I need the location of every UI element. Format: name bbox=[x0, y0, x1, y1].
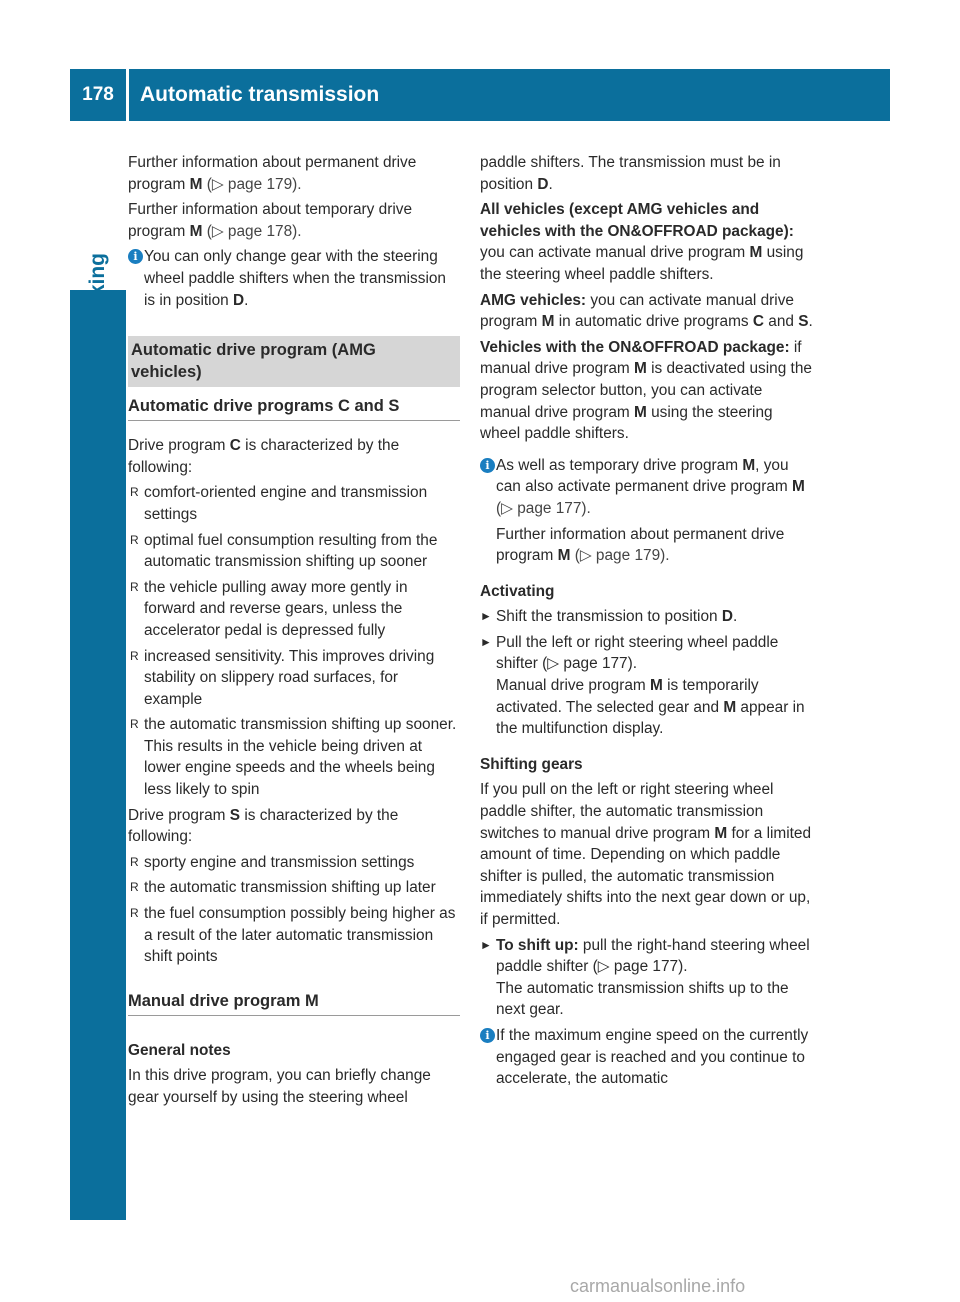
bullet-text: comfort-oriented engine and transmission settings bbox=[144, 484, 428, 523]
page-header bbox=[70, 69, 890, 121]
subsection-heading: Manual drive program M bbox=[128, 990, 460, 1016]
page-reference[interactable]: (▷ page 178). bbox=[202, 222, 302, 240]
minor-heading: Shifting gears bbox=[480, 755, 583, 773]
step-arrow-icon: ► bbox=[480, 634, 492, 649]
paragraph: Drive program S is characterized by the following: bbox=[128, 806, 399, 846]
paragraph: AMG vehicles: you can activate manual drive program M in automatic drive programs C and S. bbox=[480, 291, 813, 331]
instruction-step: ► Shift the transmission to position D. bbox=[480, 606, 814, 628]
chapter-title: Automatic transmission bbox=[140, 83, 380, 106]
bullet-list bbox=[128, 482, 460, 800]
bullet-icon: R bbox=[130, 880, 139, 895]
bullet-item bbox=[128, 530, 460, 573]
paragraph: All vehicles (except AMG vehicles and vehicles with the ON&OFFROAD package): you can activate manual drive program M using the steering wheel paddle shifters. bbox=[480, 201, 804, 283]
paragraph: Further information about temporary drive program M (▷ page 178). bbox=[128, 201, 412, 240]
paragraph: If you pull on the left or right steering wheel paddle shifter, the automatic transmission switches to manual drive program M for a limited amount of time. Depending on which paddle shifter is pulled, the automatic transmission immediately shifts into the next gear down or up, if permitted. bbox=[480, 781, 812, 928]
step-arrow-icon: ► bbox=[480, 937, 492, 952]
section-heading: Automatic drive program (AMG vehicles) bbox=[128, 336, 460, 387]
bullet-item bbox=[128, 852, 460, 874]
step-arrow-icon: ► bbox=[480, 609, 492, 624]
bullet-item bbox=[128, 482, 460, 525]
bullet-icon: R bbox=[130, 532, 139, 547]
bullet-text: the automatic transmission shifting up later bbox=[144, 879, 436, 897]
bullet-text: the fuel consumption possibly being higher as a result of the later automatic transmission shift points bbox=[144, 905, 456, 966]
bullet-item bbox=[128, 646, 460, 711]
bullet-list bbox=[128, 852, 460, 968]
page-reference[interactable]: (▷ page 177). bbox=[496, 499, 591, 517]
bullet-text: the automatic transmission shifting up sooner. This results in the vehicle being driven at lower engine speeds and the wheels being less likely to spin bbox=[144, 716, 457, 799]
paragraph: Drive program C is characterized by the following: bbox=[128, 437, 400, 476]
paragraph: paddle shifters. The transmission must be in position D. bbox=[480, 154, 781, 193]
info-note: i If the maximum engine speed on the currently engaged gear is reached and you continue to accelerate, the automatic bbox=[480, 1025, 814, 1090]
minor-heading: Activating bbox=[480, 582, 555, 600]
left-column bbox=[128, 152, 460, 1113]
bullet-text: sporty engine and transmission settings bbox=[144, 853, 415, 871]
bullet-icon: R bbox=[130, 579, 139, 594]
watermark: carmanualsonline.info bbox=[570, 1276, 746, 1296]
bullet-item bbox=[128, 714, 460, 800]
bullet-icon: R bbox=[130, 717, 139, 732]
bullet-item bbox=[128, 877, 460, 899]
paragraph: Further information about permanent drive program M (▷ page 179). bbox=[128, 154, 417, 193]
bullet-text: the vehicle pulling away more gently in forward and reverse gears, unless the accelerator pedal is depressed fully bbox=[144, 578, 408, 639]
instruction-step: ► To shift up: pull the right-hand steering wheel paddle shifter (▷ page 177). The automatic transmission shifts up to the next gear. bbox=[480, 936, 810, 1019]
page-number: 178 bbox=[82, 84, 114, 105]
bullet-icon: R bbox=[130, 906, 139, 921]
minor-heading: General notes bbox=[128, 1041, 231, 1059]
instruction-step: ► Pull the left or right steering wheel paddle shifter (▷ page 177). Manual drive program M is temporarily activated. The selected gear and M appear in the multifunction display. bbox=[480, 633, 805, 738]
right-column bbox=[480, 152, 814, 1094]
bullet-icon: R bbox=[130, 854, 139, 869]
info-icon: i bbox=[480, 1028, 495, 1043]
info-note: i As well as temporary drive program M, you can also activate permanent drive program M (▷ page 177). Further information about permanent drive program M (▷ page 179). bbox=[480, 455, 814, 567]
subsection-heading: Automatic drive programs C and S bbox=[128, 395, 460, 421]
paragraph: In this drive program, you can briefly change gear yourself by using the steering wheel bbox=[128, 1067, 431, 1106]
bullet-icon: R bbox=[130, 648, 139, 663]
header-divider bbox=[126, 69, 129, 121]
info-icon: i bbox=[128, 249, 143, 264]
bullet-item bbox=[128, 903, 460, 968]
info-icon: i bbox=[480, 458, 495, 473]
page-reference[interactable]: (▷ page 179). bbox=[202, 175, 302, 193]
bullet-text: optimal fuel consumption resulting from the automatic transmission shifting up sooner bbox=[144, 531, 438, 571]
section-tab bbox=[70, 290, 126, 1220]
info-note: i You can only change gear with the steering wheel paddle shifters when the transmission is in position D. bbox=[128, 246, 460, 311]
page-reference[interactable]: (▷ page 179). bbox=[570, 547, 670, 565]
bullet-icon: R bbox=[130, 485, 139, 500]
bullet-item bbox=[128, 577, 460, 642]
bullet-text: increased sensitivity. This improves driving stability on slippery road surfaces, for example bbox=[144, 647, 435, 708]
paragraph: Vehicles with the ON&OFFROAD package: if manual drive program M is deactivated using the program selector button, you can activate manual drive program M using the steering wheel paddle shifters. bbox=[480, 338, 812, 443]
